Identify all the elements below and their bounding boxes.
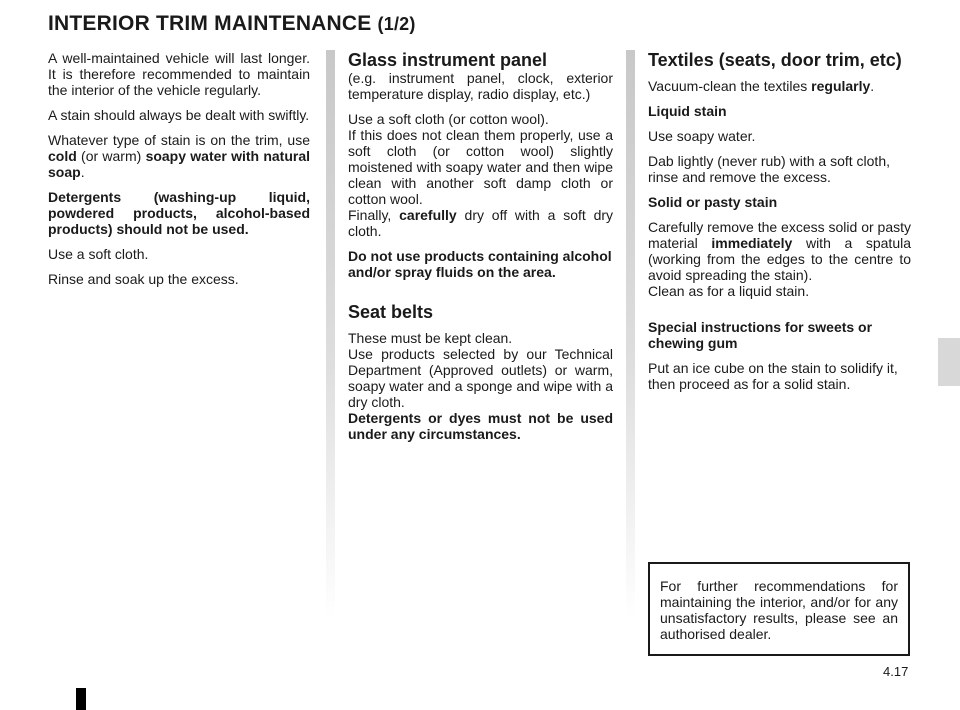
glass-instructions bbox=[348, 111, 613, 239]
glass-belts-column bbox=[348, 50, 613, 451]
textiles-heading: Textiles (seats, door trim, etc) bbox=[648, 50, 902, 70]
soapy-water-text: soapy water with natural soap bbox=[48, 148, 311, 180]
belts-p1: These must be kept clean. bbox=[348, 330, 513, 346]
detergent-warning bbox=[48, 189, 310, 237]
page-number: 4.17 bbox=[883, 664, 909, 679]
intro-paragraph: A well-maintained vehicle will last longer. It is therefore recommended to maintain the interior of the vehicle regularly. bbox=[48, 50, 310, 98]
glass-p2: If this does not clean them properly, use a soft cloth (or cotton wool) slightly moistened with soapy water and then wipe clean with another soft damp cloth or cotton wool. bbox=[348, 127, 613, 207]
period: . bbox=[870, 78, 875, 94]
seat-belts-text bbox=[348, 330, 613, 442]
warm-text: (or warm) bbox=[81, 148, 142, 164]
rinse-paragraph: Rinse and soak up the excess. bbox=[48, 271, 239, 287]
glass-panel-heading: Glass instrument panel bbox=[348, 50, 548, 70]
period: . bbox=[80, 164, 85, 180]
page-title-main: INTERIOR TRIM MAINTENANCE bbox=[48, 12, 372, 35]
liquid-p1: Use soapy water. bbox=[648, 128, 756, 144]
belts-warning: Detergents or dyes must not be used under any circumstances. bbox=[348, 410, 613, 442]
glass-p1: Use a soft cloth (or cotton wool). bbox=[348, 111, 549, 127]
solid-p1-a: Carefully remove the excess solid or pasty material bbox=[648, 219, 911, 251]
column-divider-2 bbox=[626, 50, 635, 620]
special-instructions-heading: Special instructions for sweets or chewing gum bbox=[648, 319, 873, 351]
page-title bbox=[48, 12, 416, 36]
cold-text: cold bbox=[48, 148, 77, 164]
dealer-note-box: For further recommendations for maintaining the interior, and/or for any unsatisfactory results, please see an authorised dealer. bbox=[648, 562, 910, 656]
liquid-p2: Dab lightly (never rub) with a soft cloth, rinse and remove the excess. bbox=[648, 153, 890, 185]
immediately-text: immediately bbox=[711, 235, 793, 251]
column-divider-1 bbox=[326, 50, 335, 620]
solid-p2: Clean as for a liquid stain. bbox=[648, 283, 810, 299]
soapy-water-paragraph bbox=[48, 132, 310, 180]
glass-panel-subtitle: (e.g. instrument panel, clock, exterior temperature display, radio display, etc.) bbox=[348, 70, 613, 102]
regularly-text: regularly bbox=[811, 78, 871, 94]
glass-p3-c: dry off with a soft dry cloth. bbox=[348, 207, 614, 239]
liquid-stain-heading: Liquid stain bbox=[648, 103, 727, 119]
solid-stain-heading: Solid or pasty stain bbox=[648, 194, 778, 210]
carefully-text: carefully bbox=[399, 207, 457, 223]
corner-mark bbox=[76, 688, 86, 710]
textiles-column bbox=[648, 50, 911, 401]
stain-paragraph: A stain should always be dealt with swiftly. bbox=[48, 107, 310, 123]
seat-belts-heading: Seat belts bbox=[348, 302, 434, 322]
detergent-warning-text: Detergents (washing-up liquid, powdered products, alcohol-based products) should not be used. bbox=[48, 189, 310, 237]
glass-warning bbox=[348, 248, 613, 280]
glass-p3-a: Finally, bbox=[348, 207, 392, 223]
vacuum-text: Vacuum-clean the textiles bbox=[648, 78, 808, 94]
intro-column bbox=[48, 50, 310, 296]
glass-warning-text: Do not use products containing alcohol and/or spray fluids on the area. bbox=[348, 248, 612, 280]
soapy-text-a: Whatever type of stain is on the trim, use bbox=[48, 132, 310, 148]
special-instructions-text: Put an ice cube on the stain to solidify it, then proceed as for a solid stain. bbox=[648, 360, 898, 392]
vacuum-paragraph bbox=[648, 78, 911, 94]
belts-p2: Use products selected by our Technical Department (Approved outlets) or warm, soapy water and a sponge and wipe with a dry cloth. bbox=[348, 346, 613, 410]
solid-p1-c: with a spatula (working from the edges to the centre to avoid spreading the stain). bbox=[648, 235, 911, 283]
solid-stain-paragraph bbox=[648, 219, 911, 299]
section-tab-marker bbox=[938, 338, 960, 386]
page-title-part: (1/2) bbox=[377, 14, 416, 34]
soft-cloth-paragraph: Use a soft cloth. bbox=[48, 246, 149, 262]
